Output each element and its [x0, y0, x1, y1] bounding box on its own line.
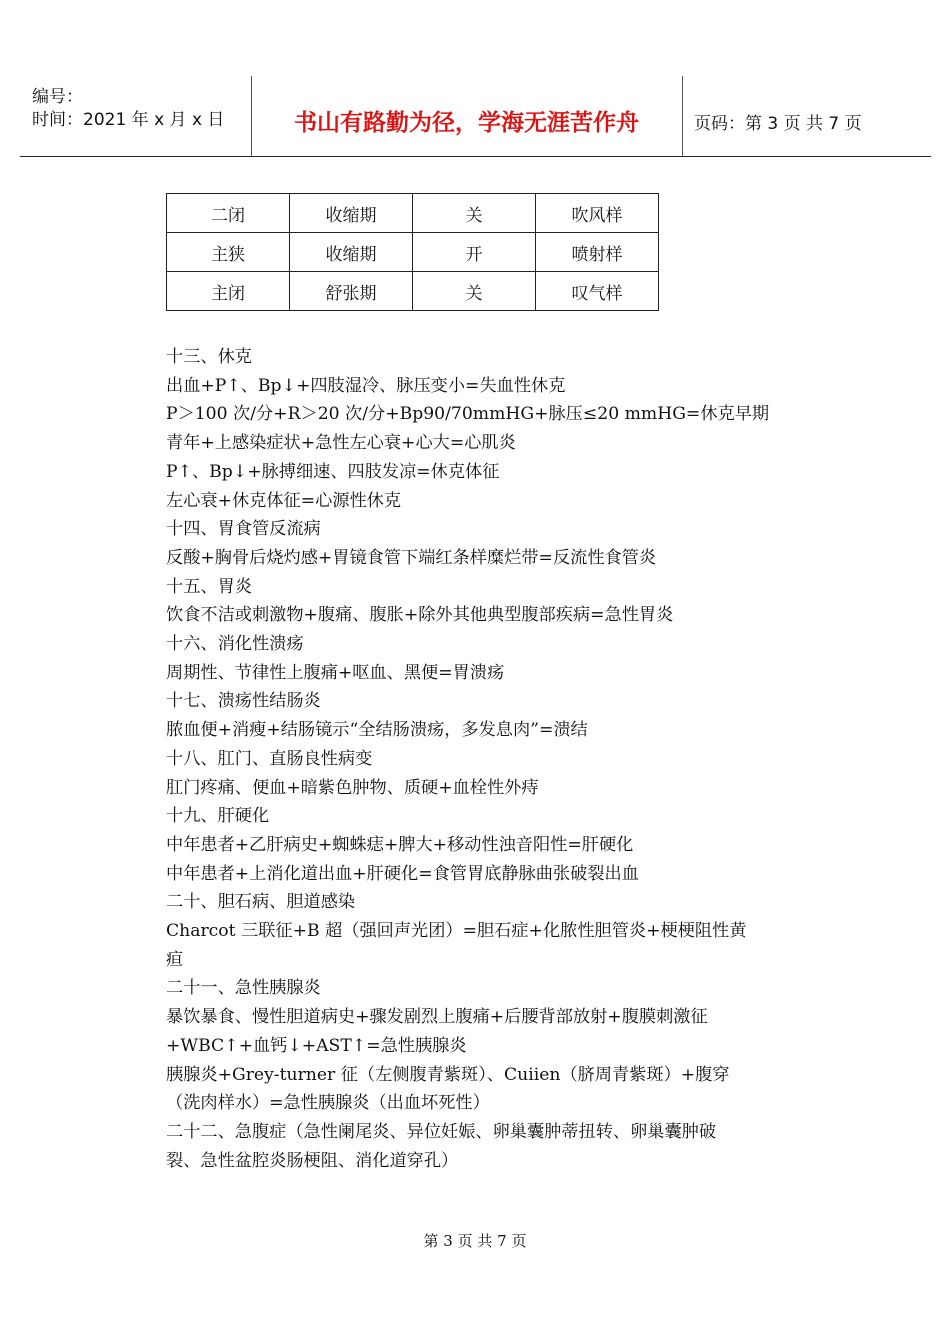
text-line: +WBC↑+血钙↓+AST↑=急性胰腺炎 [166, 1035, 467, 1056]
header-page-cell [682, 76, 931, 156]
page-footer: 第 3 页 共 7 页 [423, 1232, 527, 1250]
text-line: 中年患者+上消化道出血+肝硬化=食管胃底静脉曲张破裂出血 [166, 863, 639, 884]
table-cell: 开 [413, 233, 536, 272]
text-line: （洗肉样水）=急性胰腺炎（出血坏死性） [166, 1093, 490, 1114]
section-heading: 十五、胃炎 [166, 576, 252, 597]
table-cell: 喷射样 [536, 233, 659, 272]
section-heading: 十三、休克 [166, 347, 252, 367]
text-line: P＞100 次/分+R＞20 次/分+Bp90/70mmHG+脉压≤20 mmHG=休克早期 [166, 404, 770, 425]
text-line: 周期性、节律性上腹痛+呕血、黑便=胃溃疡 [166, 662, 505, 683]
table-cell: 叹气样 [536, 272, 659, 311]
document-number-label: 编号： [32, 87, 83, 107]
table-cell: 主狭 [167, 233, 290, 272]
section-heading: 十四、胃食管反流病 [166, 519, 321, 540]
header-motto: 书山有路勤为径，学海无涯苦作舟 [294, 110, 639, 136]
table-cell: 二闭 [167, 194, 290, 233]
table-cell: 吹风样 [536, 194, 659, 233]
text-line: 中年患者+乙肝病史+蜘蛛痣+脾大+移动性浊音阳性=肝硬化 [166, 834, 634, 855]
table-row [167, 194, 659, 233]
section-heading: 二十、胆石病、胆道感染 [166, 892, 356, 913]
table-row [167, 233, 659, 272]
murmur-table [166, 193, 659, 311]
table-row [167, 272, 659, 311]
table-cell: 主闭 [167, 272, 290, 311]
section-heading: 十八、肛门、直肠良性病变 [166, 748, 373, 769]
table-cell: 关 [413, 194, 536, 233]
text-line: 疸 [166, 949, 184, 970]
section-heading: 二十一、急性胰腺炎 [166, 978, 321, 999]
body-text [166, 343, 791, 1175]
text-line: 青年+上感染症状+急性左心衰+心大=心肌炎 [166, 433, 516, 454]
header-left-cell [20, 76, 252, 156]
table-cell: 舒张期 [290, 272, 413, 311]
header-motto-cell [251, 76, 683, 156]
text-line: Charcot 三联征+B 超（强回声光团）=胆石症+化脓性胆管炎+梗梗阻性黄 [166, 921, 747, 942]
section-heading: 十九、肝硬化 [166, 806, 270, 827]
text-line: P↑、Bp↓+脉搏细速、四肢发凉=休克体征 [166, 461, 500, 482]
text-line: 裂、急性盆腔炎肠梗阻、消化道穿孔） [166, 1150, 459, 1171]
text-line: 肛门疼痛、便血+暗紫色肿物、质硬+血栓性外痔 [166, 777, 539, 798]
text-line: 饮食不洁或刺激物+腹痛、腹胀+除外其他典型腹部疾病=急性胃炎 [166, 605, 674, 626]
text-line: 反酸+胸骨后烧灼感+胃镜食管下端红条样糜烂带=反流性食管炎 [166, 547, 657, 568]
text-line: 左心衰+休克体征=心源性休克 [166, 490, 402, 511]
header-page-number: 页码：第 3 页 共 7 页 [694, 114, 862, 134]
table-cell: 收缩期 [290, 233, 413, 272]
table-cell: 收缩期 [290, 194, 413, 233]
text-line: 胰腺炎+Grey-turner 征（左侧腹青紫斑）、Cuiien（脐周青紫斑）+腹穿 [166, 1064, 730, 1085]
text-line: 暴饮暴食、慢性胆道病史+骤发剧烈上腹痛+后腰背部放射+腹膜刺激征 [166, 1007, 708, 1028]
table-cell: 关 [413, 272, 536, 311]
page-header [20, 76, 931, 157]
section-heading: 十七、溃疡性结肠炎 [166, 691, 321, 712]
text-line: 脓血便+消瘦+结肠镜示“全结肠溃疡，多发息肉”=溃结 [166, 720, 588, 741]
section-heading: 十六、消化性溃疡 [166, 634, 304, 655]
text-line: 出血+P↑、Bp↓+四肢湿冷、脉压变小=失血性休克 [166, 375, 566, 396]
document-time-label: 时间：2021 年 x 月 x 日 [32, 110, 225, 130]
section-heading: 二十二、急腹症（急性阑尾炎、异位妊娠、卵巢囊肿蒂扭转、卵巢囊肿破 [166, 1121, 717, 1142]
